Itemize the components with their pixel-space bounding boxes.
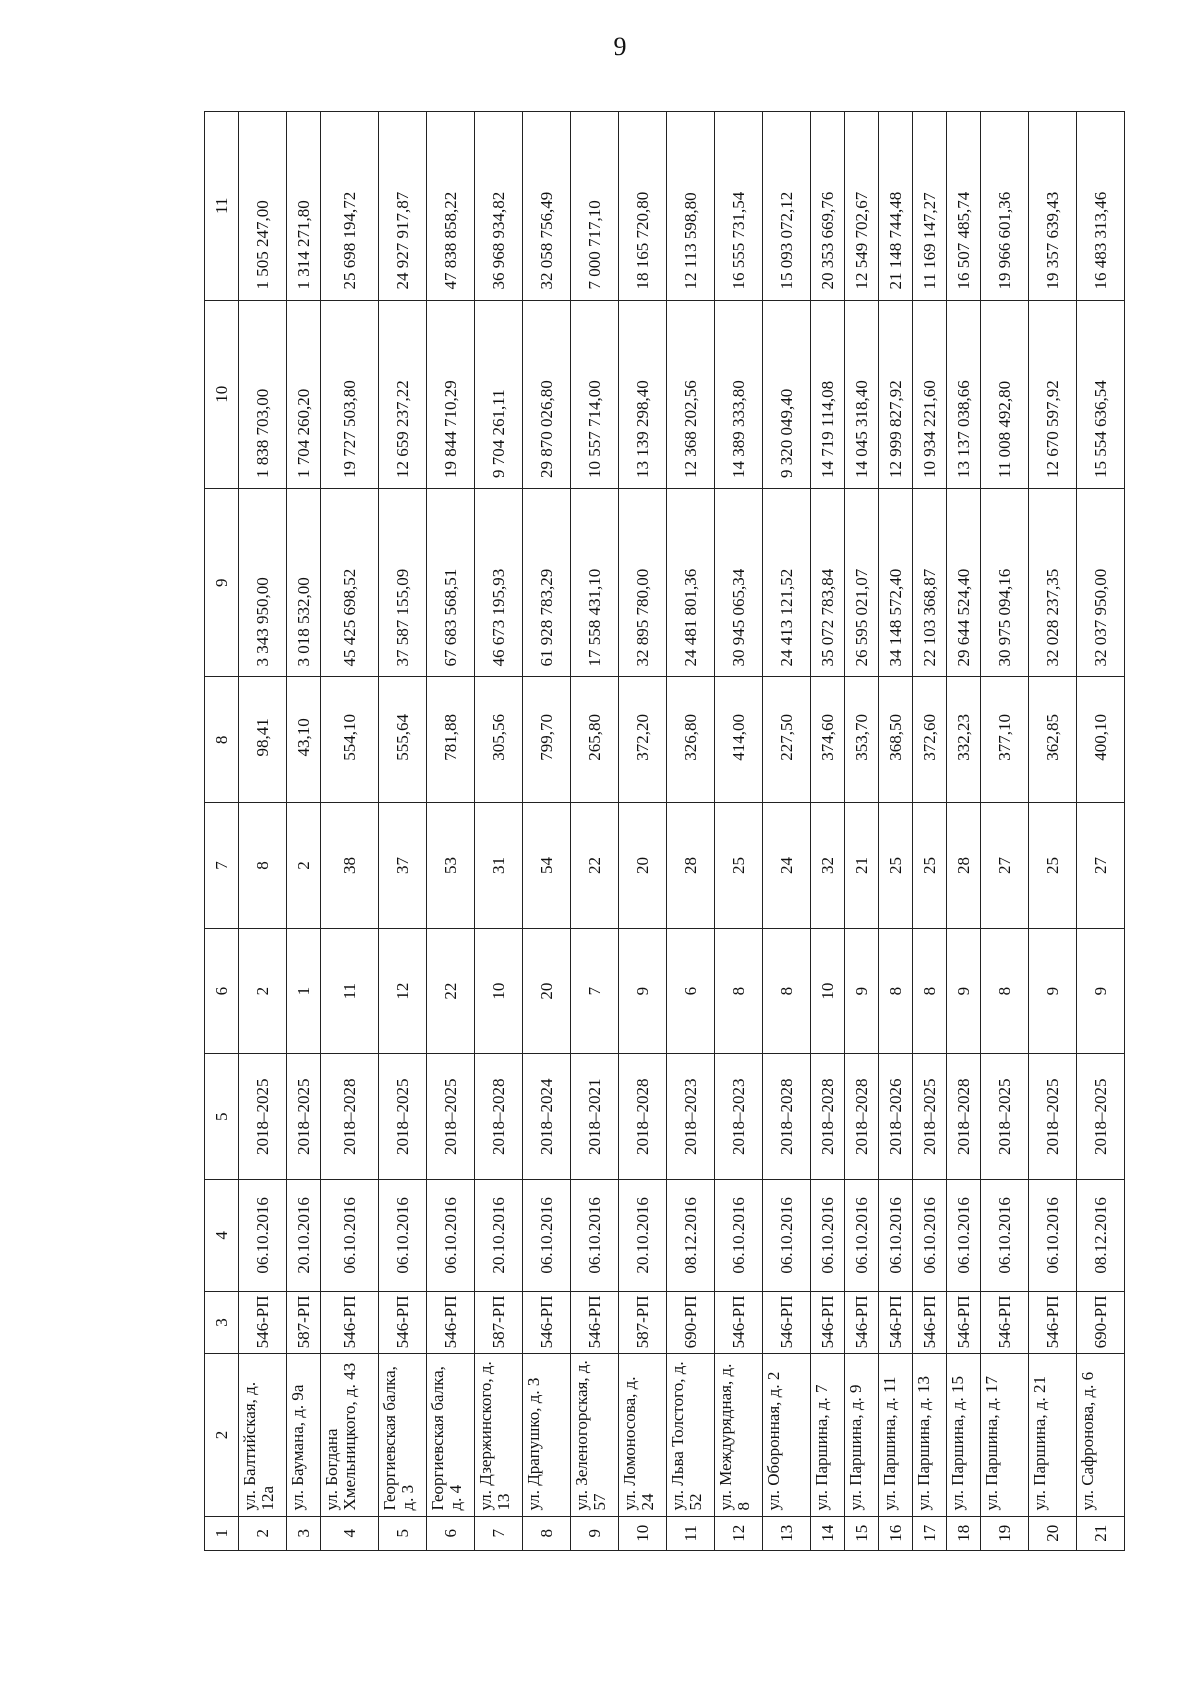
amount-cell: 30 975 094,16 [981, 489, 1029, 677]
rotated-table-container [204, 111, 1124, 1551]
area-cell: 799,70 [523, 677, 571, 803]
column-header: 8 [205, 677, 239, 803]
amount-cell: 16 555 731,54 [715, 112, 763, 301]
period-cell: 2018–2021 [571, 1054, 619, 1180]
amount-cell: 14 719 114,08 [811, 300, 845, 488]
row-number: 4 [321, 1516, 379, 1550]
table-row [287, 112, 321, 1551]
row-number: 8 [523, 1516, 571, 1550]
period-cell: 2018–2025 [287, 1054, 321, 1180]
address-cell: ул. Междурядная, д. 8 [715, 1354, 763, 1516]
amount-cell: 34 148 572,40 [879, 489, 913, 677]
column-header: 5 [205, 1054, 239, 1180]
count-cell: 22 [427, 928, 475, 1054]
address-cell: ул. Богдана Хмельницкого, д. 43 [321, 1354, 379, 1516]
area-cell: 555,64 [379, 677, 427, 803]
amount-cell: 45 425 698,52 [321, 489, 379, 677]
amount-cell: 46 673 195,93 [475, 489, 523, 677]
count-cell: 9 [1077, 928, 1125, 1054]
count-cell: 8 [763, 928, 811, 1054]
document-number-cell: 587-РП [475, 1291, 523, 1354]
amount-cell: 15 093 072,12 [763, 112, 811, 301]
column-header: 4 [205, 1180, 239, 1291]
row-number: 5 [379, 1516, 427, 1550]
document-number-cell: 587-РП [287, 1291, 321, 1354]
amount-cell: 36 968 934,82 [475, 112, 523, 301]
count-cell: 25 [715, 803, 763, 929]
area-cell: 414,00 [715, 677, 763, 803]
document-date-cell: 06.10.2016 [947, 1180, 981, 1291]
document-number-cell: 546-РП [427, 1291, 475, 1354]
amount-cell: 12 368 202,56 [667, 300, 715, 488]
row-number: 13 [763, 1516, 811, 1550]
amount-cell: 1 314 271,80 [287, 112, 321, 301]
area-cell: 374,60 [811, 677, 845, 803]
amount-cell: 22 103 368,87 [913, 489, 947, 677]
row-number: 10 [619, 1516, 667, 1550]
amount-cell: 15 554 636,54 [1077, 300, 1125, 488]
table-row [811, 112, 845, 1551]
table-row [715, 112, 763, 1551]
document-date-cell: 08.12.2016 [1077, 1180, 1125, 1291]
period-cell: 2018–2023 [667, 1054, 715, 1180]
amount-cell: 24 481 801,36 [667, 489, 715, 677]
address-cell: ул. Зеленогорская, д. 57 [571, 1354, 619, 1516]
row-number: 17 [913, 1516, 947, 1550]
count-cell: 8 [239, 803, 287, 929]
address-cell: Георгиевская балка, д. 3 [379, 1354, 427, 1516]
area-cell: 372,20 [619, 677, 667, 803]
period-cell: 2018–2025 [1029, 1054, 1077, 1180]
amount-cell: 3 343 950,00 [239, 489, 287, 677]
document-date-cell: 06.10.2016 [379, 1180, 427, 1291]
period-cell: 2018–2024 [523, 1054, 571, 1180]
table-row [913, 112, 947, 1551]
column-header: 3 [205, 1291, 239, 1354]
area-cell: 368,50 [879, 677, 913, 803]
amount-cell: 30 945 065,34 [715, 489, 763, 677]
period-cell: 2018–2025 [913, 1054, 947, 1180]
period-cell: 2018–2028 [321, 1054, 379, 1180]
document-number-cell: 546-РП [239, 1291, 287, 1354]
amount-cell: 14 389 333,80 [715, 300, 763, 488]
table-row [619, 112, 667, 1551]
amount-cell: 25 698 194,72 [321, 112, 379, 301]
address-cell: ул. Паршина, д. 13 [913, 1354, 947, 1516]
document-number-cell: 546-РП [523, 1291, 571, 1354]
amount-cell: 9 320 049,40 [763, 300, 811, 488]
amount-cell: 7 000 717,10 [571, 112, 619, 301]
amount-cell: 11 169 147,27 [913, 112, 947, 301]
column-header: 6 [205, 928, 239, 1054]
row-number: 2 [239, 1516, 287, 1550]
address-cell: ул. Ломоносова, д. 24 [619, 1354, 667, 1516]
count-cell: 27 [1077, 803, 1125, 929]
amount-cell: 32 058 756,49 [523, 112, 571, 301]
count-cell: 11 [321, 928, 379, 1054]
document-date-cell: 06.10.2016 [879, 1180, 913, 1291]
amount-cell: 24 413 121,52 [763, 489, 811, 677]
amount-cell: 26 595 021,07 [845, 489, 879, 677]
table-header-row [205, 112, 239, 1551]
document-date-cell: 06.10.2016 [427, 1180, 475, 1291]
amount-cell: 61 928 783,29 [523, 489, 571, 677]
amount-cell: 1 505 247,00 [239, 112, 287, 301]
address-cell: ул. Паршина, д. 9 [845, 1354, 879, 1516]
count-cell: 28 [947, 803, 981, 929]
period-cell: 2018–2028 [475, 1054, 523, 1180]
area-cell: 227,50 [763, 677, 811, 803]
count-cell: 8 [715, 928, 763, 1054]
amount-cell: 12 549 702,67 [845, 112, 879, 301]
count-cell: 9 [1029, 928, 1077, 1054]
document-number-cell: 587-РП [619, 1291, 667, 1354]
amount-cell: 16 483 313,46 [1077, 112, 1125, 301]
count-cell: 9 [619, 928, 667, 1054]
address-cell: ул. Паршина, д. 7 [811, 1354, 845, 1516]
document-date-cell: 06.10.2016 [981, 1180, 1029, 1291]
table-row [475, 112, 523, 1551]
document-number-cell: 546-РП [571, 1291, 619, 1354]
amount-cell: 32 028 237,35 [1029, 489, 1077, 677]
document-number-cell: 546-РП [879, 1291, 913, 1354]
address-cell: ул. Драпушко, д. 3 [523, 1354, 571, 1516]
document-number-cell: 546-РП [763, 1291, 811, 1354]
amount-cell: 1 838 703,00 [239, 300, 287, 488]
document-date-cell: 20.10.2016 [619, 1180, 667, 1291]
count-cell: 10 [475, 928, 523, 1054]
document-number-cell: 546-РП [379, 1291, 427, 1354]
document-number-cell: 546-РП [845, 1291, 879, 1354]
period-cell: 2018–2028 [811, 1054, 845, 1180]
document-date-cell: 20.10.2016 [287, 1180, 321, 1291]
count-cell: 9 [845, 928, 879, 1054]
amount-cell: 29 644 524,40 [947, 489, 981, 677]
amount-cell: 21 148 744,48 [879, 112, 913, 301]
row-number: 7 [475, 1516, 523, 1550]
amount-cell: 12 670 597,92 [1029, 300, 1077, 488]
area-cell: 400,10 [1077, 677, 1125, 803]
column-header: 1 [205, 1516, 239, 1550]
row-number: 21 [1077, 1516, 1125, 1550]
address-cell: ул. Балтийская, д. 12а [239, 1354, 287, 1516]
period-cell: 2018–2028 [763, 1054, 811, 1180]
count-cell: 24 [763, 803, 811, 929]
count-cell: 37 [379, 803, 427, 929]
table-row [763, 112, 811, 1551]
amount-cell: 47 838 858,22 [427, 112, 475, 301]
document-number-cell: 690-РП [1077, 1291, 1125, 1354]
count-cell: 53 [427, 803, 475, 929]
address-cell: ул. Льва Толстого, д. 52 [667, 1354, 715, 1516]
document-date-cell: 06.10.2016 [845, 1180, 879, 1291]
area-cell: 353,70 [845, 677, 879, 803]
row-number: 16 [879, 1516, 913, 1550]
area-cell: 554,10 [321, 677, 379, 803]
document-number-cell: 690-РП [667, 1291, 715, 1354]
amount-cell: 16 507 485,74 [947, 112, 981, 301]
period-cell: 2018–2028 [845, 1054, 879, 1180]
count-cell: 25 [1029, 803, 1077, 929]
amount-cell: 14 045 318,40 [845, 300, 879, 488]
column-header: 9 [205, 489, 239, 677]
amount-cell: 29 870 026,80 [523, 300, 571, 488]
row-number: 18 [947, 1516, 981, 1550]
period-cell: 2018–2025 [379, 1054, 427, 1180]
count-cell: 28 [667, 803, 715, 929]
row-number: 11 [667, 1516, 715, 1550]
column-header: 10 [205, 300, 239, 488]
period-cell: 2018–2028 [947, 1054, 981, 1180]
amount-cell: 20 353 669,76 [811, 112, 845, 301]
document-number-cell: 546-РП [321, 1291, 379, 1354]
count-cell: 8 [981, 928, 1029, 1054]
count-cell: 6 [667, 928, 715, 1054]
amount-cell: 17 558 431,10 [571, 489, 619, 677]
page-number: 9 [613, 32, 627, 61]
row-number: 15 [845, 1516, 879, 1550]
count-cell: 31 [475, 803, 523, 929]
document-date-cell: 06.10.2016 [239, 1180, 287, 1291]
amount-cell: 19 727 503,80 [321, 300, 379, 488]
area-cell: 362,85 [1029, 677, 1077, 803]
document-date-cell: 20.10.2016 [475, 1180, 523, 1291]
count-cell: 8 [913, 928, 947, 1054]
document-date-cell: 06.10.2016 [1029, 1180, 1077, 1291]
period-cell: 2018–2025 [981, 1054, 1029, 1180]
period-cell: 2018–2028 [619, 1054, 667, 1180]
address-cell: ул. Дзержинского, д. 13 [475, 1354, 523, 1516]
table-row [321, 112, 379, 1551]
count-cell: 10 [811, 928, 845, 1054]
table-row [571, 112, 619, 1551]
row-number: 9 [571, 1516, 619, 1550]
period-cell: 2018–2025 [239, 1054, 287, 1180]
amount-cell: 24 927 917,87 [379, 112, 427, 301]
period-cell: 2018–2026 [879, 1054, 913, 1180]
housing-program-table [204, 111, 1125, 1551]
area-cell: 305,56 [475, 677, 523, 803]
table-row [523, 112, 571, 1551]
amount-cell: 13 137 038,66 [947, 300, 981, 488]
document-date-cell: 06.10.2016 [811, 1180, 845, 1291]
amount-cell: 19 966 601,36 [981, 112, 1029, 301]
area-cell: 43,10 [287, 677, 321, 803]
column-header: 2 [205, 1354, 239, 1516]
amount-cell: 3 018 532,00 [287, 489, 321, 677]
document-date-cell: 06.10.2016 [913, 1180, 947, 1291]
document-date-cell: 06.10.2016 [763, 1180, 811, 1291]
amount-cell: 10 934 221,60 [913, 300, 947, 488]
count-cell: 22 [571, 803, 619, 929]
amount-cell: 67 683 568,51 [427, 489, 475, 677]
address-cell: ул. Баумана, д. 9а [287, 1354, 321, 1516]
table-row [1077, 112, 1125, 1551]
count-cell: 12 [379, 928, 427, 1054]
row-number: 20 [1029, 1516, 1077, 1550]
table-row [667, 112, 715, 1551]
table-row [239, 112, 287, 1551]
amount-cell: 10 557 714,00 [571, 300, 619, 488]
table-row [379, 112, 427, 1551]
count-cell: 2 [287, 803, 321, 929]
count-cell: 2 [239, 928, 287, 1054]
area-cell: 326,80 [667, 677, 715, 803]
row-number: 19 [981, 1516, 1029, 1550]
table-body [239, 112, 1125, 1551]
count-cell: 54 [523, 803, 571, 929]
document-number-cell: 546-РП [913, 1291, 947, 1354]
count-cell: 27 [981, 803, 1029, 929]
amount-cell: 11 008 492,80 [981, 300, 1029, 488]
period-cell: 2018–2025 [1077, 1054, 1125, 1180]
amount-cell: 37 587 155,09 [379, 489, 427, 677]
count-cell: 38 [321, 803, 379, 929]
rotated-table-frame [204, 111, 1124, 1551]
document-date-cell: 06.10.2016 [571, 1180, 619, 1291]
count-cell: 7 [571, 928, 619, 1054]
amount-cell: 12 999 827,92 [879, 300, 913, 488]
count-cell: 20 [619, 803, 667, 929]
address-cell: ул. Паршина, д. 17 [981, 1354, 1029, 1516]
row-number: 6 [427, 1516, 475, 1550]
count-cell: 8 [879, 928, 913, 1054]
area-cell: 332,23 [947, 677, 981, 803]
address-cell: ул. Паршина, д. 11 [879, 1354, 913, 1516]
document-number-cell: 546-РП [981, 1291, 1029, 1354]
amount-cell: 12 659 237,22 [379, 300, 427, 488]
document-date-cell: 06.10.2016 [321, 1180, 379, 1291]
table-row [845, 112, 879, 1551]
area-cell: 377,10 [981, 677, 1029, 803]
table-row [427, 112, 475, 1551]
amount-cell: 32 895 780,00 [619, 489, 667, 677]
area-cell: 781,88 [427, 677, 475, 803]
count-cell: 1 [287, 928, 321, 1054]
amount-cell: 19 357 639,43 [1029, 112, 1077, 301]
row-number: 3 [287, 1516, 321, 1550]
address-cell: ул. Сафронова, д. 6 [1077, 1354, 1125, 1516]
table-row [1029, 112, 1077, 1551]
count-cell: 25 [879, 803, 913, 929]
amount-cell: 1 704 260,20 [287, 300, 321, 488]
address-cell: ул. Паршина, д. 21 [1029, 1354, 1077, 1516]
amount-cell: 12 113 598,80 [667, 112, 715, 301]
column-header: 11 [205, 112, 239, 301]
document-number-cell: 546-РП [715, 1291, 763, 1354]
count-cell: 25 [913, 803, 947, 929]
area-cell: 265,80 [571, 677, 619, 803]
count-cell: 20 [523, 928, 571, 1054]
amount-cell: 19 844 710,29 [427, 300, 475, 488]
document-number-cell: 546-РП [811, 1291, 845, 1354]
amount-cell: 32 037 950,00 [1077, 489, 1125, 677]
area-cell: 98,41 [239, 677, 287, 803]
amount-cell: 9 704 261,11 [475, 300, 523, 488]
document-date-cell: 06.10.2016 [523, 1180, 571, 1291]
column-header: 7 [205, 803, 239, 929]
table-row [879, 112, 913, 1551]
table-row [947, 112, 981, 1551]
document-date-cell: 06.10.2016 [715, 1180, 763, 1291]
amount-cell: 18 165 720,80 [619, 112, 667, 301]
amount-cell: 13 139 298,40 [619, 300, 667, 488]
period-cell: 2018–2025 [427, 1054, 475, 1180]
area-cell: 372,60 [913, 677, 947, 803]
document-number-cell: 546-РП [947, 1291, 981, 1354]
row-number: 12 [715, 1516, 763, 1550]
count-cell: 9 [947, 928, 981, 1054]
row-number: 14 [811, 1516, 845, 1550]
document-date-cell: 08.12.2016 [667, 1180, 715, 1291]
amount-cell: 35 072 783,84 [811, 489, 845, 677]
table-row [981, 112, 1029, 1551]
address-cell: ул. Оборонная, д. 2 [763, 1354, 811, 1516]
address-cell: ул. Паршина, д. 15 [947, 1354, 981, 1516]
document-number-cell: 546-РП [1029, 1291, 1077, 1354]
count-cell: 32 [811, 803, 845, 929]
period-cell: 2018–2023 [715, 1054, 763, 1180]
count-cell: 21 [845, 803, 879, 929]
address-cell: Георгиевская балка, д. 4 [427, 1354, 475, 1516]
